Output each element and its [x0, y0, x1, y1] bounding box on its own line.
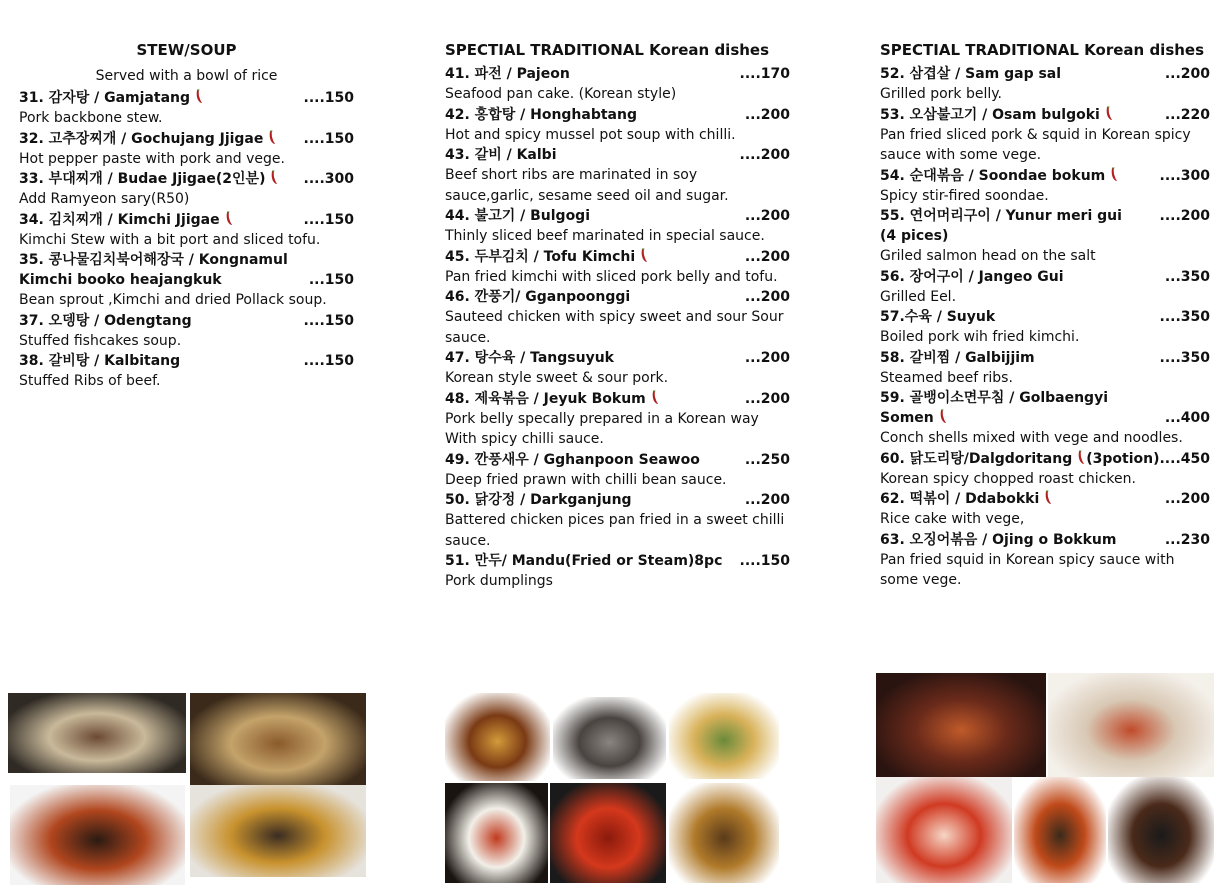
menu-item-header: [880, 226, 1210, 246]
dish-name: 34. 김치찌개 / Kimchi Jjigae: [19, 211, 220, 228]
chili-pepper-icon: [640, 248, 648, 263]
menu-item-list: [19, 88, 354, 392]
dish-name: 60. 닭도리탕/Dalgdoritang: [880, 450, 1073, 467]
dish-name: 63. 오징어볶음 / Ojing o Bokkum: [880, 531, 1117, 548]
menu-item-header: [445, 551, 790, 571]
dish-price: ....150: [303, 312, 354, 329]
dish-description: Add Ramyeon sary(R50): [19, 191, 190, 207]
dish-name: 33. 부대찌개 / Budae Jjigae(2인분): [19, 171, 266, 187]
dish-name: 52. 삼겹살 / Sam gap sal: [880, 66, 1062, 82]
dish-price: ....150: [303, 211, 354, 228]
menu-item: [445, 450, 790, 491]
chili-pepper-icon: [225, 211, 233, 226]
sizzling-beef-photo: [553, 697, 666, 779]
menu-item-header: [445, 105, 790, 125]
dish-price: ...400: [1164, 410, 1210, 426]
menu-item: [880, 206, 1210, 226]
menu-item-header: [880, 449, 1210, 469]
dish-name: 35. 콩나물김치북어해장국 / Kongnamul: [19, 252, 288, 268]
menu-item: [19, 351, 354, 392]
boiled-pork-kimchi-photo: [1048, 673, 1214, 777]
dish-price: ....170: [739, 66, 790, 82]
dish-description: Pan fried kimchi with sliced pork belly and tofu.: [445, 268, 778, 285]
dish-description: Conch shells mixed with vege and noodles.: [880, 430, 1183, 446]
dish-description: Korean style sweet & sour pork.: [445, 370, 669, 386]
menu-item-header: [445, 389, 790, 409]
dish-description: Kimchi Stew with a bit port and sliced tofu.: [19, 231, 321, 248]
menu-item-header: [880, 408, 1210, 428]
dish-price: ....150: [303, 130, 354, 147]
menu-item-header: [19, 210, 354, 230]
menu-item: [880, 105, 1210, 166]
dish-name: 55. 연어머리구이 / Yunur meri gui: [880, 208, 1122, 224]
dish-name: 57.수육 / Suyuk: [880, 309, 996, 325]
dish-description: Hot pepper paste with pork and vege.: [19, 150, 285, 167]
dish-name: 44. 불고기 / Bulgogi: [445, 208, 591, 224]
menu-item: [880, 166, 1210, 207]
menu-item-header: [880, 348, 1210, 368]
column-title: STEW/SOUP: [136, 41, 237, 59]
dish-description: Griled salmon head on the salt: [880, 248, 1096, 264]
dish-description: Pork backbone stew.: [19, 110, 163, 126]
braised-ribs-photo: [876, 673, 1046, 777]
menu-item: [880, 348, 1210, 389]
dish-description: Thinly sliced beef marinated in special sauce.: [445, 228, 765, 244]
seafood-pancake-photo: [669, 693, 779, 779]
menu-item: [445, 64, 790, 105]
menu-item-header: [445, 450, 790, 470]
menu-item-header: [880, 105, 1210, 125]
menu-item-header: [880, 166, 1210, 186]
dish-description: Sauteed chicken with spicy sweet and sour Sour sauce.: [445, 309, 784, 346]
dish-description: Pan fried squid in Korean spicy sauce with some vege.: [880, 551, 1175, 588]
menu-item-list: [880, 64, 1210, 591]
dish-price: ...200: [744, 106, 790, 123]
chicken-stew-pot-photo: [1014, 777, 1106, 883]
dish-description: Seafood pan cake. (Korean style): [445, 86, 677, 102]
dish-price: ....150: [303, 90, 354, 106]
dish-price: ...200: [744, 248, 790, 265]
menu-item: [445, 105, 790, 146]
menu-item-header: [19, 270, 354, 290]
dish-price: ...200: [744, 208, 790, 224]
dish-name: 37. 오뎅탕 / Odengtang: [19, 312, 192, 329]
dish-name: 53. 오삼불고기 / Osam bulgoki: [880, 106, 1100, 123]
stew-soup-column: [19, 36, 354, 392]
dish-name: 49. 깐풍새우 / Gghanpoon Seawoo: [445, 451, 700, 468]
dish-price: ....300: [1159, 167, 1210, 184]
menu-item-header: [445, 145, 790, 165]
dish-name: 42. 홍합탕 / Honghabtang: [445, 106, 637, 123]
menu-item-header: [19, 311, 354, 331]
dish-price: ...200: [744, 390, 790, 407]
dish-description: Grilled Eel.: [880, 288, 957, 305]
dish-description: Pork belly specally prepared in a Korean way With spicy chilli sauce.: [445, 410, 759, 447]
dish-name: 58. 갈비찜 / Galbijjim: [880, 349, 1035, 366]
glazed-chicken-photo: [445, 693, 550, 781]
menu-item-header: [19, 169, 354, 189]
dish-name: 48. 제육볶음 / Jeyuk Bokum: [445, 390, 646, 407]
menu-item: [880, 388, 1210, 408]
dish-description: Spicy stir-fired soondae.: [880, 187, 1049, 204]
dish-price: ...350: [1164, 268, 1210, 285]
dish-name: 59. 골뱅이소면무침 / Golbaengyi: [880, 390, 1108, 406]
dish-description: Beef short ribs are marinated in soy sauce,garlic, sesame seed oil and sugar.: [445, 167, 729, 204]
dish-description: Stuffed Ribs of beef.: [19, 373, 161, 389]
dish-name: (4 pices): [880, 228, 949, 244]
menu-item-header: [880, 388, 1210, 408]
dish-name: 62. 떡볶이 / Ddabokki: [880, 491, 1040, 507]
dish-price: ...200: [744, 289, 790, 305]
menu-item: [880, 489, 1210, 530]
dish-description: Bean sprout ,Kimchi and dried Pollack soup.: [19, 292, 327, 308]
chili-pepper-icon: [1105, 106, 1113, 121]
menu-item: [445, 287, 790, 348]
special-dishes-column-1: [445, 36, 790, 592]
menu-item-header: [445, 247, 790, 267]
galbijjim-pot-photo: [1108, 777, 1214, 883]
menu-item-header: [19, 88, 354, 108]
menu-item: [880, 226, 1210, 267]
beef-soup-photo: [8, 693, 186, 773]
column-subtitle: Served with a bowl of rice: [95, 68, 278, 84]
dish-name: Kimchi booko heajangkuk: [19, 272, 222, 288]
menu-item-header: [19, 250, 354, 270]
dish-price: ....350: [1159, 309, 1210, 325]
menu-item-header: [880, 267, 1210, 287]
chili-pepper-icon: [270, 170, 278, 185]
menu-item-header: [445, 64, 790, 84]
dish-description: Grilled pork belly.: [880, 86, 1003, 102]
menu-item-header: [445, 348, 790, 368]
menu-item-header: [19, 351, 354, 371]
chili-pepper-icon: [1110, 167, 1118, 182]
dish-name: 32. 고추장찌개 / Gochujang Jjigae: [19, 130, 264, 147]
menu-item-header: [880, 307, 1210, 327]
dish-price: ....350: [1159, 349, 1210, 366]
column-title: SPECTIAL TRADITIONAL Korean dishes: [880, 41, 1205, 59]
chili-pepper-icon: [939, 409, 947, 424]
kimchi-stew-pot-photo: [10, 785, 185, 885]
chili-pepper-icon: [195, 89, 203, 104]
menu-item: [445, 206, 790, 247]
dish-price: ...250: [744, 451, 790, 468]
dish-name: 51. 만두/ Mandu(Fried or Steam)8pc: [445, 553, 723, 569]
dish-description: Steamed beef ribs.: [880, 369, 1013, 386]
menu-item-header: [445, 490, 790, 510]
dish-name: 56. 장어구이 / Jangeo Gui: [880, 268, 1064, 285]
fried-dumplings-photo: [669, 783, 779, 883]
dish-price: ....200: [1159, 208, 1210, 224]
column-title: SPECTIAL TRADITIONAL Korean dishes: [445, 41, 770, 59]
menu-item: [880, 530, 1210, 591]
dish-price: ....200: [739, 147, 790, 163]
dish-price: ...200: [744, 492, 790, 508]
special-dishes-column-2: [880, 36, 1210, 591]
menu-item: [19, 270, 354, 311]
menu-item-header: [880, 489, 1210, 509]
menu-item: [880, 449, 1210, 490]
dish-description: Pork dumplings: [445, 573, 553, 589]
chili-pepper-icon: [268, 130, 276, 145]
noodle-soup-bowl-photo: [190, 785, 366, 877]
menu-item: [19, 250, 354, 270]
dish-name: 41. 파전 / Pajeon: [445, 66, 570, 82]
menu-item: [880, 408, 1210, 449]
dish-description: Pan fried sliced pork & squid in Korean spicy sauce with some vege.: [880, 126, 1191, 163]
menu-item: [445, 389, 790, 450]
menu-item: [19, 88, 354, 129]
dish-description: Hot and spicy mussel pot soup with chilli.: [445, 126, 736, 143]
menu-item-header: [445, 287, 790, 307]
menu-item: [445, 348, 790, 389]
menu-item: [445, 490, 790, 551]
dish-description: Boiled pork wih fried kimchi.: [880, 329, 1080, 345]
menu-item-header: [880, 206, 1210, 226]
menu-item-header: [880, 530, 1210, 550]
dish-name: 45. 두부김치 / Tofu Kimchi: [445, 248, 636, 265]
chili-pepper-icon: [1044, 490, 1052, 505]
noodle-stew-photo: [190, 693, 366, 785]
dish-price: ....300: [303, 171, 354, 187]
dish-price: ...230: [1164, 531, 1210, 548]
dish-description: Korean spicy chopped roast chicken.: [880, 470, 1136, 487]
menu-item: [19, 311, 354, 352]
menu-item-header: [19, 129, 354, 149]
tteokbokki-photo: [876, 777, 1012, 883]
menu-item: [19, 210, 354, 251]
sweet-chilli-chicken-photo: [550, 783, 666, 883]
menu-item-header: [880, 64, 1210, 84]
dish-price: ...220: [1164, 106, 1210, 123]
dish-price: ...200: [1164, 491, 1210, 507]
dish-description: Deep fried prawn with chilli bean sauce.: [445, 471, 727, 488]
dish-description: Battered chicken pices pan fried in a sweet chilli sauce.: [445, 512, 785, 549]
menu-item: [445, 551, 790, 592]
menu-item-header: [445, 206, 790, 226]
menu-item: [445, 247, 790, 288]
dish-name: 54. 순대볶음 / Soondae bokum: [880, 167, 1106, 184]
chili-pepper-icon: [651, 390, 659, 405]
dish-name: 46. 깐풍기/ Gganpoonggi: [445, 289, 631, 305]
dish-name: Somen: [880, 410, 934, 426]
dish-name: 50. 닭강정 / Darkganjung: [445, 492, 632, 508]
dish-price: ....150: [739, 553, 790, 569]
dish-name: 38. 갈비탕 / Kalbitang: [19, 353, 181, 369]
menu-item: [880, 307, 1210, 348]
menu-item-list: [445, 64, 790, 592]
menu-item: [880, 267, 1210, 308]
dish-price: ....150: [303, 353, 354, 369]
dish-name: 43. 갈비 / Kalbi: [445, 147, 557, 163]
menu-item: [19, 169, 354, 210]
tofu-kimchi-photo: [445, 783, 548, 883]
dish-name: 31. 감자탕 / Gamjatang: [19, 90, 191, 106]
dish-price: ...200: [744, 350, 790, 366]
dish-description: Rice cake with vege,: [880, 511, 1025, 527]
menu-item: [445, 145, 790, 206]
menu-item: [880, 64, 1210, 105]
dish-description: Stuffed fishcakes soup.: [19, 332, 182, 349]
dish-price: ...150: [308, 272, 354, 288]
dish-price: ...200: [1164, 66, 1210, 82]
dish-name: 47. 탕수육 / Tangsuyuk: [445, 350, 614, 366]
dish-price: (3potion)....450: [1086, 450, 1210, 467]
menu-item: [19, 129, 354, 170]
